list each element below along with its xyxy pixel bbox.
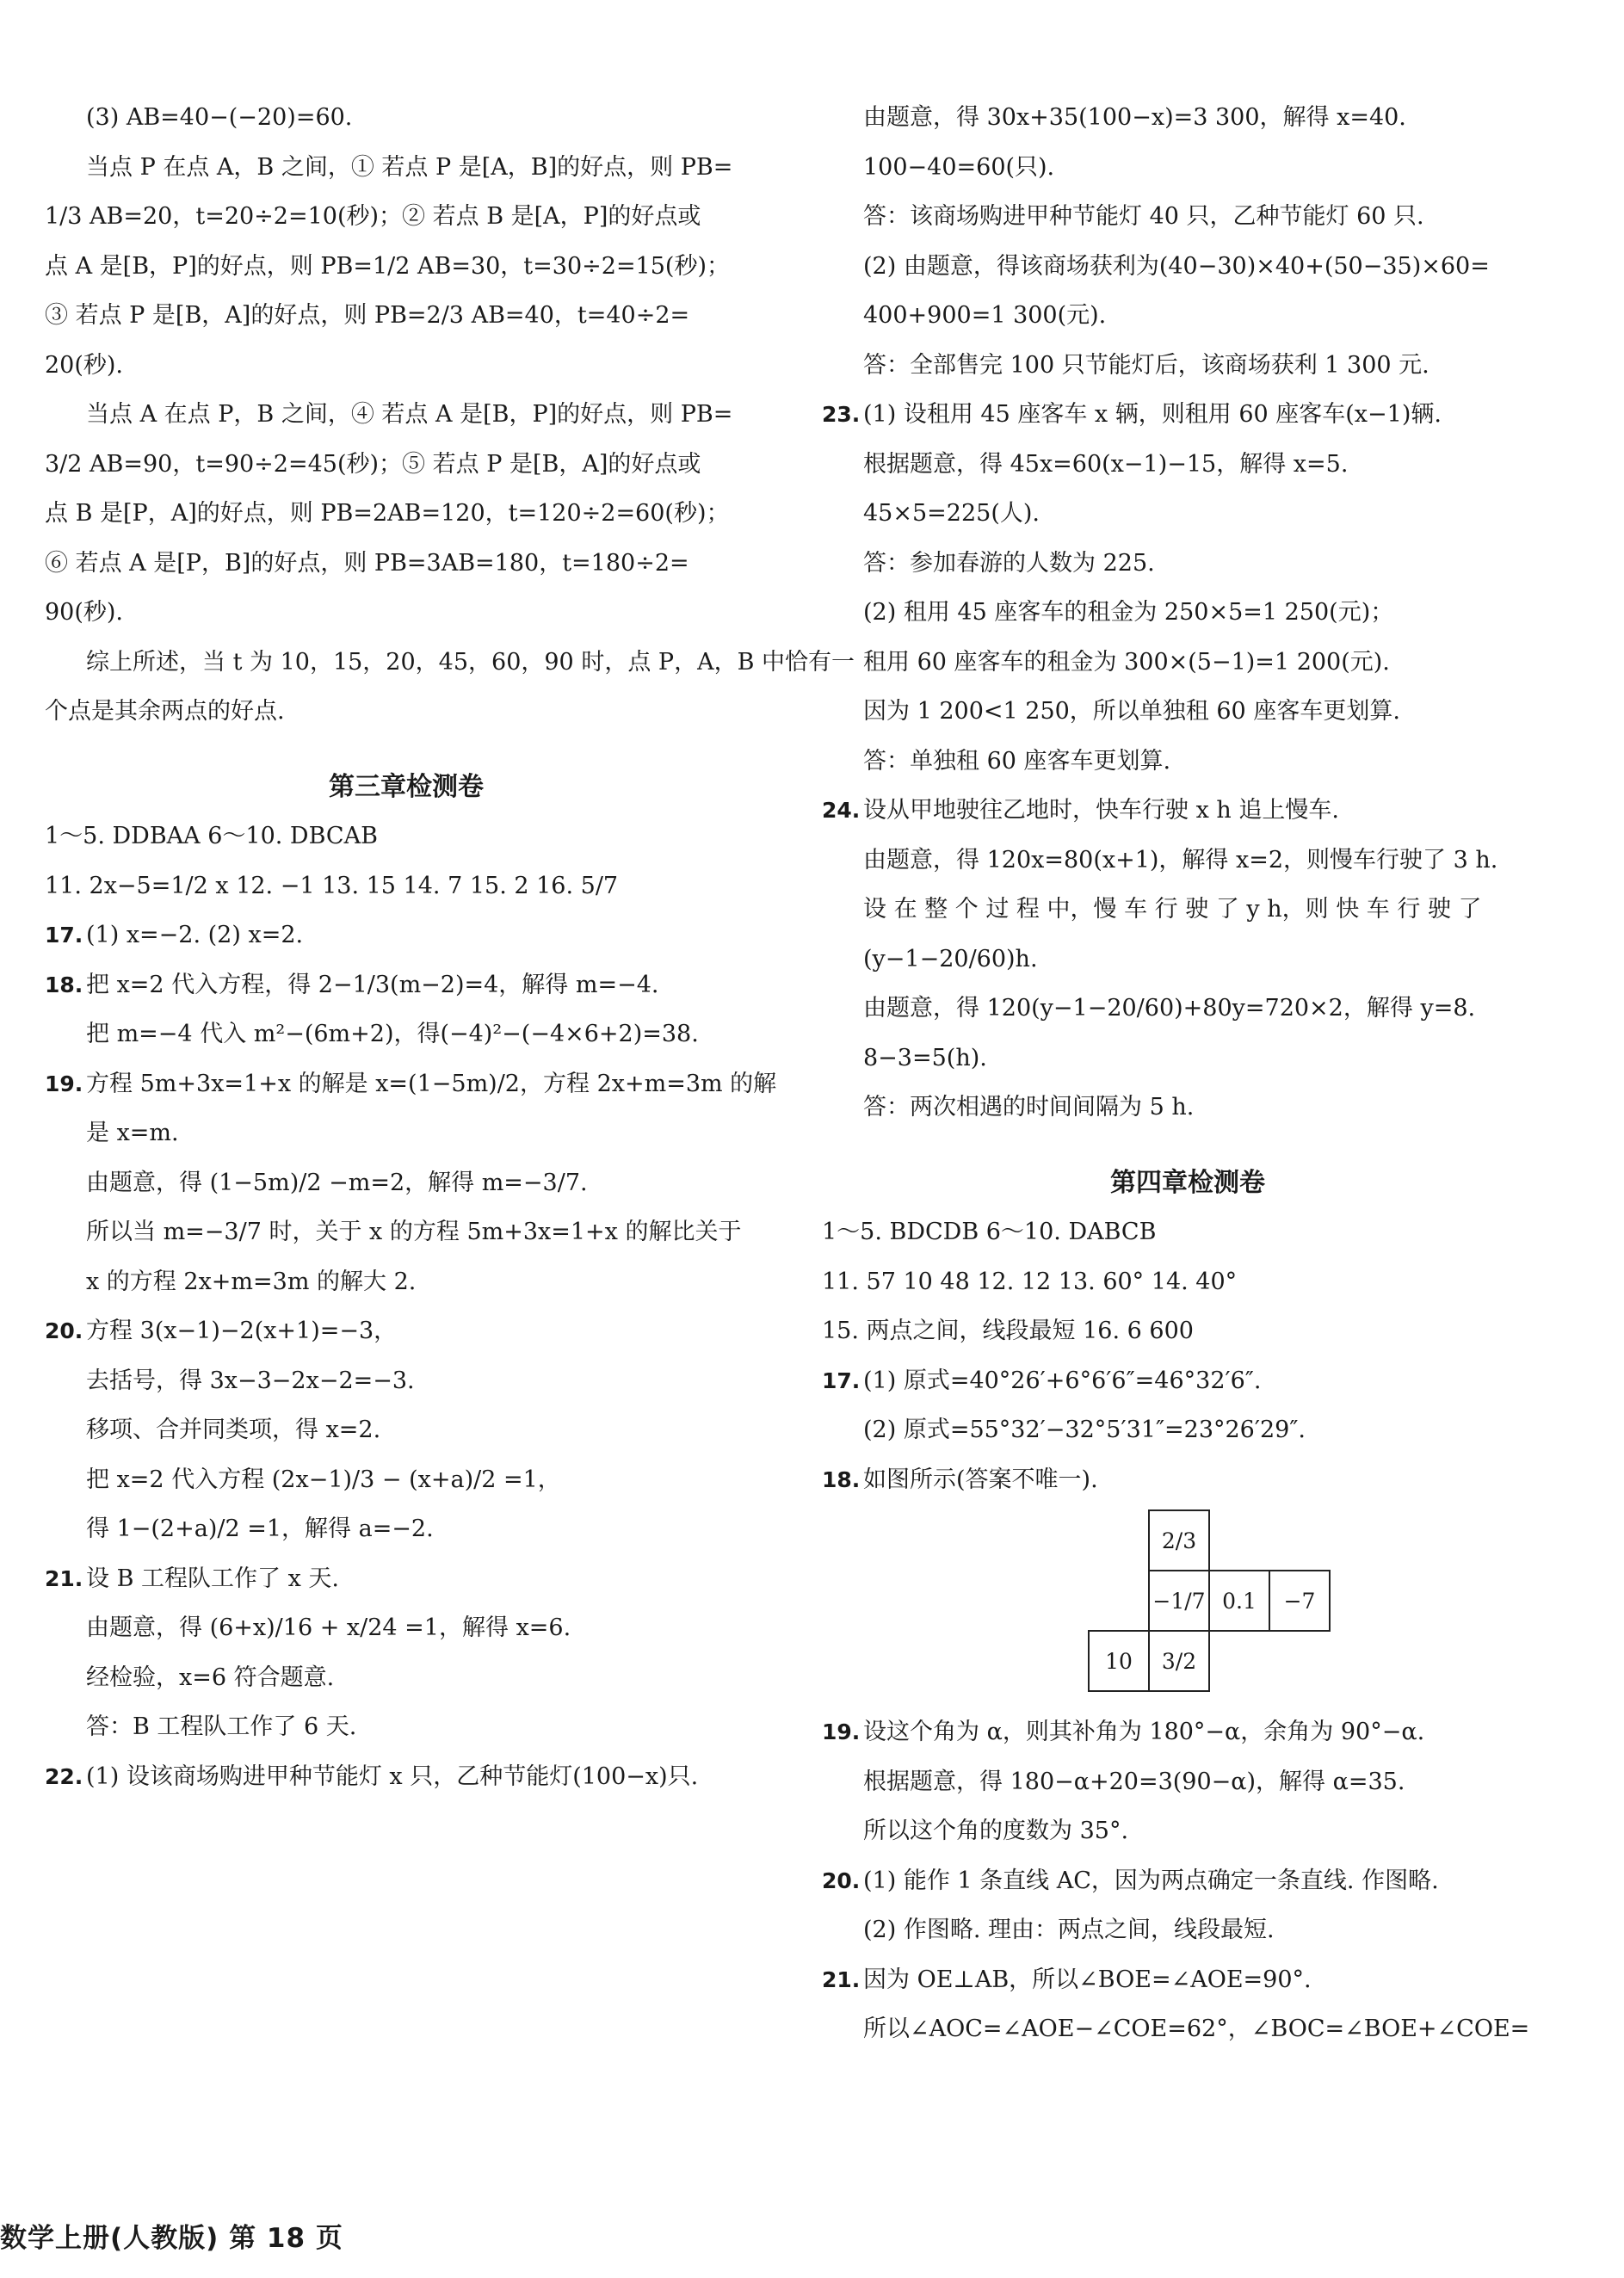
question-line xyxy=(822,1455,1553,1505)
net-cell: 2/3 xyxy=(1148,1509,1210,1571)
left-column xyxy=(45,93,855,1801)
question-number: 17. xyxy=(45,923,83,948)
question-number: 21. xyxy=(822,1966,861,1992)
answer-line: 由题意，得 30x+35(100−x)=3 300，解得 x=40. xyxy=(863,104,1406,131)
answer-line: (2) 租用 45 座客车的租金为 250×5=1 250(元)； xyxy=(863,599,1394,626)
answer-line: (2) 作图略. 理由：两点之间，线段最短. xyxy=(863,1917,1275,1943)
answer-line: (2) 由题意，得该商场获利为(40−30)×40+(50−35)×60= xyxy=(863,252,1490,280)
question-line xyxy=(822,1955,1553,2005)
question-number: 19. xyxy=(822,1719,861,1744)
answer-line: 由题意，得 120(y−1−20/60)+80y=720×2，解得 y=8. xyxy=(863,995,1476,1022)
answer-line: 综上所述，当 t 为 10，15，20，45，60，90 时，点 P，A，B 中恰有一 xyxy=(86,648,855,676)
answer-text: 如图所示(答案不唯一). xyxy=(863,1466,1098,1493)
net-cell: −7 xyxy=(1269,1570,1331,1632)
answer-line: 所以这个角的度数为 35°. xyxy=(863,1818,1129,1844)
answer-text: 方程 5m+3x=1+x 的解是 x=(1−5m)/2，方程 2x+m=3m 的解 xyxy=(86,1070,777,1097)
spacer xyxy=(822,1133,1553,1146)
answer-line: 100−40=60(只). xyxy=(863,153,1055,181)
right-column xyxy=(822,93,1553,2054)
answer-line: 400+900=1 300(元). xyxy=(863,302,1107,329)
net-cell: 10 xyxy=(1088,1630,1150,1692)
answer-line: 点 A 是[B，P]的好点，则 PB=1/2 AB=30，t=30÷2=15(秒)； xyxy=(45,252,730,280)
answer-text: (1) x=−2. (2) x=2. xyxy=(86,922,304,948)
answer-line: 答：全部售完 100 只节能灯后，该商场获利 1 300 元. xyxy=(863,351,1429,379)
question-number: 24. xyxy=(822,798,861,823)
answer-line: 当点 P 在点 A，B 之间，① 若点 P 是[A，B]的好点，则 PB= xyxy=(86,153,733,181)
answer-line: 经检验，x=6 符合题意. xyxy=(86,1664,335,1691)
question-number: 21. xyxy=(45,1565,83,1591)
cube-net-figure xyxy=(1086,1509,1344,1695)
answer-line: 45×5=225(人). xyxy=(863,500,1040,527)
answer-line: 由题意，得 (1−5m)/2 −m=2，解得 m=−3/7. xyxy=(86,1169,588,1196)
answer-line: 8−3=5(h). xyxy=(863,1044,987,1071)
answer-line: 根据题意，得 45x=60(x−1)−15，解得 x=5. xyxy=(863,450,1349,478)
answer-line: 去括号，得 3x−3−2x−2=−3. xyxy=(86,1367,415,1394)
answer-line: 由题意，得 (6+x)/16 + x/24 =1，解得 x=6. xyxy=(86,1614,571,1641)
question-line xyxy=(45,960,768,1010)
answer-text: (1) 设租用 45 座客车 x 辆，则租用 60 座客车(x−1)辆. xyxy=(863,401,1442,428)
answer-text: 设 B 工程队工作了 x 天. xyxy=(86,1565,339,1592)
net-cell: −1/7 xyxy=(1148,1570,1210,1632)
answer-line: 3/2 AB=90，t=90÷2=45(秒)；⑤ 若点 P 是[B，A]的好点或 xyxy=(45,450,701,478)
answer-line: (2) 原式=55°32′−32°5′31″=23°26′29″. xyxy=(863,1417,1306,1443)
question-number: 19. xyxy=(45,1071,83,1096)
page-footer: 数学上册(人教版) 第 18 页 xyxy=(0,2223,343,2254)
section-title: 第四章检测卷 xyxy=(1110,1167,1265,1198)
answer-line: (y−1−20/60)h. xyxy=(863,945,1038,972)
spacer xyxy=(45,737,768,750)
answer-line: 1/3 AB=20，t=20÷2=10(秒)；② 若点 B 是[A，P]的好点或 xyxy=(45,203,701,230)
answer-line: 答：该商场购进甲种节能灯 40 只，乙种节能灯 60 只. xyxy=(863,203,1424,230)
answer-line: 是 x=m. xyxy=(86,1120,179,1146)
answer-line: 把 x=2 代入方程 (2x−1)/3 − (x+a)/2 =1， xyxy=(86,1466,561,1493)
question-line xyxy=(45,1752,768,1802)
answer-line: 移项、合并同类项，得 x=2. xyxy=(86,1417,381,1443)
question-line xyxy=(45,911,768,960)
question-line xyxy=(822,786,1553,836)
answer-line: 20(秒). xyxy=(45,351,124,379)
answer-line: 租用 60 座客车的租金为 300×(5−1)=1 200(元). xyxy=(863,648,1390,676)
answer-line: 根据题意，得 180−α+20=3(90−α)，解得 α=35. xyxy=(863,1768,1405,1795)
answer-line: 点 B 是[P，A]的好点，则 PB=2AB=120，t=120÷2=60(秒)； xyxy=(45,500,730,527)
answer-line: 所以∠AOC=∠AOE−∠COE=62°，∠BOC=∠BOE+∠COE= xyxy=(863,2016,1530,2042)
answer-text: (1) 原式=40°26′+6°6′6″=46°32′6″. xyxy=(863,1367,1262,1394)
question-number: 20. xyxy=(822,1867,861,1893)
question-line xyxy=(822,1356,1553,1406)
answer-text: 把 x=2 代入方程，得 2−1/3(m−2)=4，解得 m=−4. xyxy=(86,971,659,998)
answer-text: 方程 3(x−1)−2(x+1)=−3， xyxy=(86,1318,398,1344)
answer-line: x 的方程 2x+m=3m 的解大 2. xyxy=(86,1268,417,1295)
answer-line: 答：B 工程队工作了 6 天. xyxy=(86,1713,357,1740)
right-column-bottom xyxy=(822,1707,1553,2054)
net-cell: 3/2 xyxy=(1148,1630,1210,1692)
question-line xyxy=(822,1707,1553,1757)
answer-line: 11. 57 10 48 12. 12 13. 60° 14. 40° xyxy=(822,1268,1238,1295)
answer-line: 答：参加春游的人数为 225. xyxy=(863,549,1155,577)
right-column-top xyxy=(822,93,1553,1504)
question-line xyxy=(45,1554,768,1604)
answer-line: 所以当 m=−3/7 时，关于 x 的方程 5m+3x=1+x 的解比关于 xyxy=(86,1219,742,1245)
answer-line: ③ 若点 P 是[B，A]的好点，则 PB=2/3 AB=40，t=40÷2= xyxy=(45,302,690,329)
question-line xyxy=(822,1856,1553,1906)
answer-text: 设这个角为 α，则其补角为 180°−α，余角为 90°−α. xyxy=(863,1719,1425,1745)
answer-text: 因为 OE⊥AB，所以∠BOE=∠AOE=90°. xyxy=(863,1966,1312,1993)
answer-line: 90(秒). xyxy=(45,599,124,626)
answer-line: 当点 A 在点 P，B 之间，④ 若点 A 是[B，P]的好点，则 PB= xyxy=(86,401,733,428)
answer-line: 答：两次相遇的时间间隔为 5 h. xyxy=(863,1094,1195,1120)
answer-line: 设 在 整 个 过 程 中，慢 车 行 驶 了 y h，则 快 车 行 驶 了 xyxy=(863,896,1482,923)
answer-line: (3) AB=40−(−20)=60. xyxy=(86,104,353,131)
section-title: 第三章检测卷 xyxy=(329,771,484,802)
answer-line: 由题意，得 120x=80(x+1)，解得 x=2，则慢车行驶了 3 h. xyxy=(863,846,1498,874)
answer-text: 设从甲地驶往乙地时，快车行驶 x h 追上慢车. xyxy=(863,797,1339,824)
answer-line: 15. 两点之间，线段最短 16. 6 600 xyxy=(822,1318,1194,1344)
answer-line: 把 m=−4 代入 m²−(6m+2)，得(−4)²−(−4×6+2)=38. xyxy=(86,1021,699,1047)
question-line xyxy=(822,390,1553,440)
question-line xyxy=(45,1306,768,1356)
answer-line: 1～5. BDCDB 6～10. DABCB xyxy=(822,1219,1157,1245)
question-number: 22. xyxy=(45,1763,83,1789)
question-number: 20. xyxy=(45,1318,83,1343)
answer-text: (1) 能作 1 条直线 AC，因为两点确定一条直线. 作图略. xyxy=(863,1867,1439,1894)
question-number: 23. xyxy=(822,402,861,427)
answer-line: 个点是其余两点的好点. xyxy=(45,698,285,725)
answer-line: 1～5. DDBAA 6～10. DBCAB xyxy=(45,823,378,849)
net-cell: 0.1 xyxy=(1208,1570,1270,1632)
answer-line: 答：单独租 60 座客车更划算. xyxy=(863,747,1171,775)
answer-line: 因为 1 200<1 250，所以单独租 60 座客车更划算. xyxy=(863,698,1400,725)
answer-line: 11. 2x−5=1/2 x 12. −1 13. 15 14. 7 15. 2 16. 5/7 xyxy=(45,872,619,899)
question-line xyxy=(45,1059,777,1109)
answer-text: (1) 设该商场购进甲种节能灯 x 只，乙种节能灯(100−x)只. xyxy=(86,1763,699,1790)
answer-line: ⑥ 若点 A 是[P，B]的好点，则 PB=3AB=180，t=180÷2= xyxy=(45,549,689,577)
question-number: 17. xyxy=(822,1367,861,1393)
answer-line: 得 1−(2+a)/2 =1，解得 a=−2. xyxy=(86,1516,434,1542)
question-number: 18. xyxy=(822,1466,861,1492)
question-number: 18. xyxy=(45,972,83,997)
